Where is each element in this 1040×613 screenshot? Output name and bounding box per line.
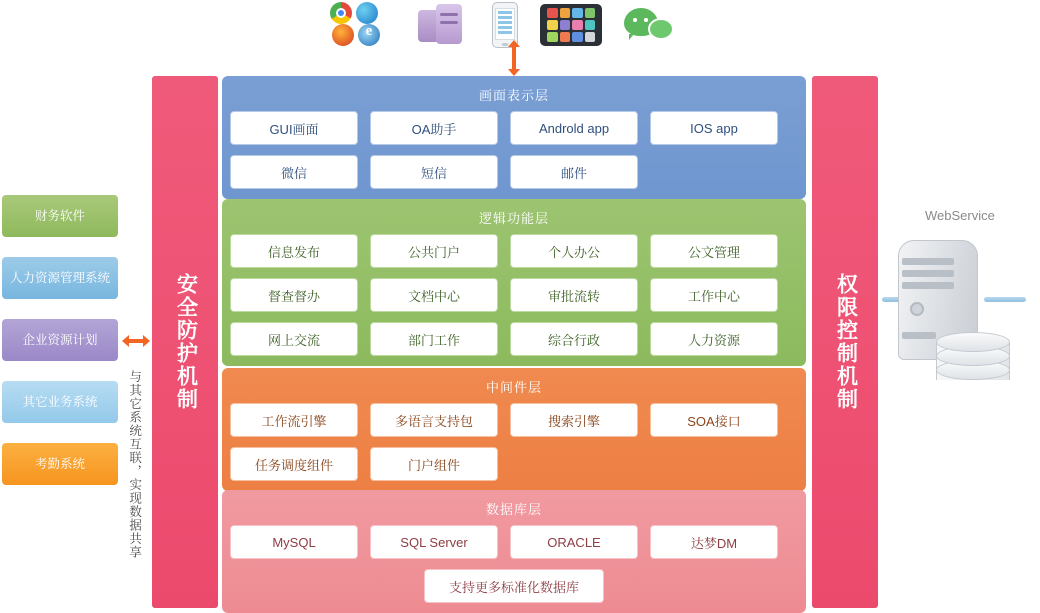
server-icon: [416, 2, 470, 46]
external-system-item[interactable]: [2, 195, 118, 237]
interconnect-caption: [126, 370, 142, 570]
phone-screen: [495, 8, 515, 40]
server-slot: [902, 282, 954, 289]
external-systems-arrow: [122, 335, 150, 347]
module-label: 多语言支持包: [394, 413, 473, 429]
module-cell[interactable]: [230, 525, 358, 559]
layer-database-row-wide: [230, 569, 798, 603]
module-cell[interactable]: [510, 525, 638, 559]
module-label: 工作流引擎: [261, 413, 327, 429]
external-system-label: 其它业务系统: [22, 394, 98, 409]
webservice-label: [925, 208, 995, 223]
module-cell[interactable]: [370, 322, 498, 356]
module-cell[interactable]: [510, 234, 638, 268]
external-system-label: 企业资源计划: [22, 332, 98, 347]
internet-explorer-icon: [358, 24, 380, 46]
layer-presentation-row: [230, 155, 798, 189]
module-label: 微信: [280, 165, 307, 181]
module-cell[interactable]: [230, 111, 358, 145]
layer-middleware-row: [230, 403, 798, 437]
layer-presentation-row: [230, 111, 798, 145]
layer-presentation: [222, 76, 806, 199]
module-cell[interactable]: [230, 155, 358, 189]
layer-logic-title: 逻辑功能层: [478, 211, 549, 226]
layer-presentation-title: 画面表示层: [478, 88, 549, 103]
firefox-icon: [332, 24, 354, 46]
layer-database-row: [230, 525, 798, 559]
module-label: Androld app: [538, 120, 610, 136]
module-label: 文档中心: [407, 288, 460, 304]
module-label: 达梦DM: [690, 535, 738, 551]
module-label: 综合行政: [547, 332, 600, 348]
layer-middleware-row: [230, 447, 798, 481]
module-cell[interactable]: [650, 322, 778, 356]
layer-logic-row: [230, 234, 798, 268]
server-slot: [902, 270, 954, 277]
module-cell[interactable]: [650, 278, 778, 312]
module-cell[interactable]: [370, 403, 498, 437]
module-label: 任务调度组件: [254, 457, 333, 473]
module-label: 部门工作: [407, 332, 460, 348]
module-cell[interactable]: [650, 525, 778, 559]
wechat-bubble-small: [648, 18, 674, 40]
module-cell[interactable]: [230, 403, 358, 437]
module-label: 门户组件: [407, 457, 460, 473]
server-power-dot: [910, 302, 924, 316]
module-label: 个人办公: [547, 244, 600, 260]
external-system-item[interactable]: [2, 319, 118, 361]
layer-middleware: [222, 368, 806, 491]
module-label: 搜索引擎: [547, 413, 600, 429]
server-slot: [902, 258, 954, 265]
server-unit-front: [436, 4, 462, 44]
module-cell[interactable]: [230, 278, 358, 312]
external-system-label: 考勤系统: [34, 456, 85, 471]
layer-database-title: 数据库层: [485, 502, 542, 517]
database-cylinder: [936, 332, 1010, 390]
permission-control-pillar: [812, 76, 878, 608]
module-cell[interactable]: [370, 111, 498, 145]
module-label: IOS app: [690, 120, 738, 136]
layer-middleware-title: 中间件层: [485, 380, 542, 395]
security-protection-label: 安全防护机制: [174, 273, 198, 411]
module-cell[interactable]: [650, 111, 778, 145]
module-label: 信息发布: [267, 244, 320, 260]
module-cell[interactable]: [510, 278, 638, 312]
server-slot: [902, 332, 936, 339]
module-label: 支持更多标准化数据库: [448, 579, 579, 595]
external-system-item[interactable]: [2, 443, 118, 485]
module-label: 短信: [420, 165, 447, 181]
edge-icon: [356, 2, 378, 24]
module-cell[interactable]: [510, 155, 638, 189]
webservice-label-text: WebService: [925, 208, 995, 223]
external-systems-group: [2, 195, 120, 485]
module-label: SOA接口: [687, 413, 741, 429]
module-label: 公文管理: [687, 244, 740, 260]
interconnect-caption-text: 与其它系统互联，实现数据共享: [127, 370, 142, 559]
layer-logic-row: [230, 278, 798, 312]
module-label: 网上交流: [267, 332, 320, 348]
module-label: GUI画面: [269, 121, 319, 137]
module-cell[interactable]: [230, 322, 358, 356]
layer-logic-row: [230, 322, 798, 356]
chrome-icon: [330, 2, 352, 24]
client-devices-group: [330, 0, 674, 50]
device-to-layer-arrow: [508, 40, 520, 76]
module-cell[interactable]: [370, 525, 498, 559]
module-cell[interactable]: [510, 403, 638, 437]
external-system-label: 人力资源管理系统: [9, 270, 110, 285]
security-protection-pillar: [152, 76, 218, 608]
external-system-item[interactable]: [2, 381, 118, 423]
module-label: ORACLE: [547, 534, 601, 550]
module-cell[interactable]: [370, 278, 498, 312]
module-cell[interactable]: [424, 569, 604, 603]
external-system-item[interactable]: [2, 257, 118, 299]
permission-control-label: 权限控制机制: [834, 273, 858, 411]
module-label: SQL Server: [400, 534, 468, 550]
wechat-icon: [624, 4, 674, 46]
module-cell[interactable]: [370, 155, 498, 189]
tablet-app-grid: [547, 8, 595, 42]
module-label: 督查督办: [267, 288, 320, 304]
module-cell[interactable]: [370, 447, 498, 481]
webservice-server-graphic: [888, 240, 1008, 390]
module-label: OA助手: [411, 121, 457, 137]
module-label: 公共门户: [407, 244, 460, 260]
browser-icons: [330, 2, 394, 48]
module-cell[interactable]: [370, 234, 498, 268]
layer-logic: [222, 199, 806, 366]
tablet-icon: [540, 4, 602, 46]
layer-database: [222, 490, 806, 613]
module-cell[interactable]: [230, 234, 358, 268]
module-cell[interactable]: [650, 403, 778, 437]
module-label: 审批流转: [547, 288, 600, 304]
module-cell[interactable]: [510, 322, 638, 356]
external-system-label: 财务软件: [34, 208, 85, 223]
module-label: 人力资源: [687, 332, 740, 348]
module-label: 邮件: [560, 165, 587, 181]
module-cell[interactable]: [650, 234, 778, 268]
module-cell[interactable]: [230, 447, 358, 481]
module-label: 工作中心: [687, 288, 740, 304]
module-label: MySQL: [272, 534, 316, 550]
module-cell[interactable]: [510, 111, 638, 145]
